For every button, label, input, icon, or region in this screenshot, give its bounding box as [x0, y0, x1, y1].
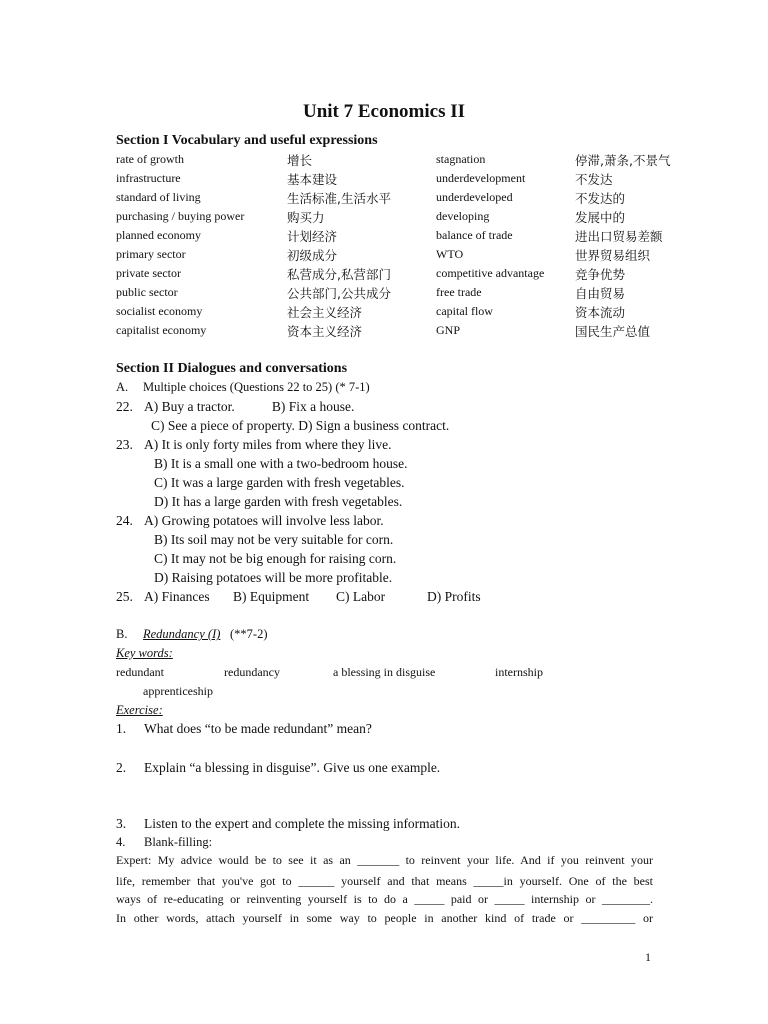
part-b-letter: B. [116, 627, 128, 641]
part-a-label: Multiple choices (Questions 22 to 25) (* 7-1) [143, 380, 370, 394]
part-a-letter: A. [116, 380, 129, 394]
vocab-translation: 国民生产总值 [575, 324, 651, 339]
exercise-1-text: What does “to be made redundant” mean? [144, 721, 372, 736]
exercise-3-text: Listen to the expert and complete the missing information. [144, 816, 461, 831]
vocab-translation: 增长 [287, 153, 313, 168]
q24-option-c: C) It may not be big enough for raising corn. [154, 551, 397, 566]
keyword-4: internship [495, 665, 543, 679]
vocab-term: balance of trade [436, 228, 513, 242]
vocab-term: free trade [436, 285, 482, 299]
q23-option-a: A) It is only forty miles from where they live. [144, 437, 392, 452]
q23-option-c: C) It was a large garden with fresh vegetables. [154, 475, 405, 490]
vocab-translation: 社会主义经济 [287, 305, 363, 320]
vocab-term: socialist economy [116, 304, 203, 318]
exercise-4-text: Blank-filling: [144, 835, 213, 849]
vocab-translation: 计划经济 [287, 229, 338, 244]
vocab-term: public sector [116, 285, 178, 299]
q23-number: 23. [116, 437, 133, 452]
vocab-term: underdeveloped [436, 190, 513, 204]
keywords-label: Key words: [116, 646, 173, 660]
exercise-2-text: Explain “a blessing in disguise”. Give us one example. [144, 760, 441, 775]
section-2-heading: Section II Dialogues and conversations [116, 361, 348, 376]
q24-option-a: A) Growing potatoes will involve less labor. [144, 513, 384, 528]
vocab-translation: 不发达 [575, 172, 613, 187]
exercise-2-number: 2. [116, 760, 127, 775]
vocab-translation: 自由贸易 [575, 286, 626, 301]
keyword-1: redundant [116, 665, 164, 679]
vocab-translation: 私营成分,私营部门 [287, 267, 391, 282]
page-title: Unit 7 Economics II [302, 101, 466, 122]
q22-options-line1: A) Buy a tractor. B) Fix a house. [144, 399, 355, 414]
q25-option-c: C) Labor [336, 589, 386, 604]
blank-filling-line-3: ways of re-educating or reinventing yourself is to do a _____ paid or _____ internship or ________. [116, 892, 653, 906]
vocab-term: primary sector [116, 247, 186, 261]
vocab-translation: 世界贸易组织 [575, 248, 651, 263]
q24-option-b: B) Its soil may not be very suitable for corn. [154, 532, 394, 547]
keyword-3: a blessing in disguise [333, 665, 436, 679]
vocab-term: private sector [116, 266, 181, 280]
blank-filling-line-1: Expert: My advice would be to see it as an _______ to reinvent your life. And if you reinvent your [116, 853, 653, 867]
q24-option-d: D) Raising potatoes will be more profitable. [154, 570, 393, 585]
q25-option-b: B) Equipment [233, 589, 310, 604]
vocab-term: planned economy [116, 228, 201, 242]
vocab-term: capital flow [436, 304, 493, 318]
keyword-5: apprenticeship [143, 684, 213, 698]
q25-option-a: A) Finances [144, 589, 210, 604]
vocab-term: GNP [436, 323, 461, 337]
vocab-translation: 资本流动 [575, 305, 626, 320]
vocab-term: underdevelopment [436, 171, 526, 185]
vocab-term: rate of growth [116, 152, 184, 166]
q24-number: 24. [116, 513, 133, 528]
vocab-term: competitive advantage [436, 266, 545, 280]
vocab-translation: 不发达的 [575, 191, 626, 206]
vocab-term: stagnation [436, 152, 486, 166]
vocab-translation: 公共部门,公共成分 [287, 286, 391, 301]
vocab-term: developing [436, 209, 490, 223]
keyword-2: redundancy [224, 665, 280, 679]
q22-number: 22. [116, 399, 133, 414]
exercise-3-number: 3. [116, 816, 127, 831]
vocab-translation: 初级成分 [287, 248, 338, 263]
q25-number: 25. [116, 589, 133, 604]
vocab-translation: 基本建设 [287, 172, 338, 187]
vocab-translation: 发展中的 [575, 210, 626, 225]
part-b-title: Redundancy (I) [143, 627, 221, 641]
exercise-4-number: 4. [116, 835, 126, 849]
vocab-term: capitalist economy [116, 323, 207, 337]
vocab-term: purchasing / buying power [116, 209, 245, 223]
exercise-1-number: 1. [116, 721, 127, 736]
vocab-translation: 停滞,萧条,不景气 [575, 153, 671, 168]
q23-option-d: D) It has a large garden with fresh vegetables. [154, 494, 403, 509]
vocab-term: standard of living [116, 190, 201, 204]
section-1-heading: Section I Vocabulary and useful expressions [116, 133, 378, 148]
blank-filling-line-4: In other words, attach yourself in some way to people in another kind of trade or _________ or [116, 911, 653, 925]
vocab-translation: 购买力 [287, 210, 325, 225]
q25-option-d: D) Profits [427, 589, 481, 604]
vocab-translation: 竞争优势 [575, 267, 626, 282]
vocab-term: WTO [436, 247, 464, 261]
vocab-translation: 资本主义经济 [287, 324, 363, 339]
exercise-label: Exercise: [116, 703, 163, 717]
blank-filling-line-2: life, remember that you've got to ______ yourself and that means _____in yourself. One of the best [116, 874, 653, 888]
vocab-translation: 生活标准,生活水平 [287, 191, 391, 206]
q23-option-b: B) It is a small one with a two-bedroom house. [154, 456, 408, 471]
part-b-code: (**7-2) [230, 627, 268, 641]
page-number: 1 [645, 950, 651, 964]
q22-options-line2: C) See a piece of property. D) Sign a business contract. [151, 418, 450, 433]
vocab-translation: 进出口贸易差额 [575, 229, 663, 244]
vocab-term: infrastructure [116, 171, 181, 185]
